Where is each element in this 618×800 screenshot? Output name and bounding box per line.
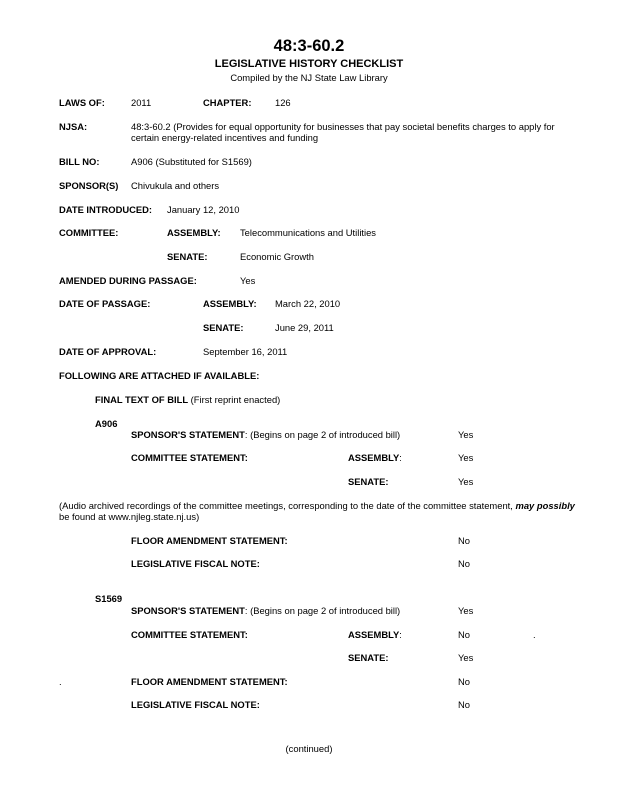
- s1569-fiscal-note-label: LEGISLATIVE FISCAL NOTE:: [131, 699, 260, 710]
- audio-note-emphasis: may possibly: [515, 500, 575, 511]
- s1569-fiscal-note-value: No: [458, 699, 470, 710]
- laws-of-year: 2011: [131, 97, 152, 108]
- a906-committee-assembly-colon: :: [399, 452, 402, 463]
- passage-senate-label: SENATE:: [203, 322, 244, 333]
- checklist-title: LEGISLATIVE HISTORY CHECKLIST: [214, 58, 404, 70]
- s1569-committee-assembly-label: ASSEMBLY: [348, 629, 400, 640]
- a906-sponsor-statement-label: SPONSOR'S STATEMENT: [131, 429, 245, 440]
- bill-no-label: BILL NO:: [59, 156, 100, 167]
- njsa-line-1: 48:3-60.2 (Provides for equal opportunity for businesses that pay societal benefits charges to apply for: [131, 121, 555, 132]
- a906-sponsor-statement-value: Yes: [458, 429, 474, 440]
- a906-committee-assembly-value: Yes: [458, 452, 474, 463]
- sponsor-value: Chivukula and others: [131, 180, 220, 191]
- passage-senate-value: June 29, 2011: [275, 322, 334, 333]
- s1569-sponsor-statement-value: Yes: [458, 605, 474, 616]
- s1569-committee-statement-label: COMMITTEE STATEMENT:: [131, 629, 248, 640]
- a906-sponsor-statement: [131, 429, 400, 440]
- a906-floor-amendment-value: No: [458, 535, 470, 546]
- committee-assembly-value: Telecommunications and Utilities: [240, 227, 376, 238]
- amended-value: Yes: [240, 275, 256, 286]
- approval-value: September 16, 2011: [203, 346, 288, 357]
- date-introduced-label: DATE INTRODUCED:: [59, 204, 153, 215]
- compiler-line: Compiled by the NJ State Law Library: [230, 72, 388, 83]
- audio-note-line-1: [59, 500, 575, 511]
- a906-committee-statement-label: COMMITTEE STATEMENT:: [131, 452, 248, 463]
- a906-committee-assembly: [348, 452, 402, 463]
- chapter-value: 126: [275, 97, 291, 108]
- s1569-committee-senate-label: SENATE:: [348, 652, 389, 663]
- amended-label: AMENDED DURING PASSAGE:: [59, 275, 197, 286]
- passage-label: DATE OF PASSAGE:: [59, 298, 151, 309]
- a906-fiscal-note-value: No: [458, 558, 470, 569]
- a906-fiscal-note-label: LEGISLATIVE FISCAL NOTE:: [131, 558, 260, 569]
- s1569-floor-dot: .: [59, 676, 62, 687]
- a906-sponsor-statement-note: : (Begins on page 2 of introduced bill): [244, 429, 401, 440]
- s1569-sponsor-statement-label: SPONSOR'S STATEMENT: [131, 605, 245, 616]
- s1569-sponsor-statement-note: : (Begins on page 2 of introduced bill): [244, 605, 401, 616]
- date-introduced-value: January 12, 2010: [167, 204, 240, 215]
- a906-committee-senate-value: Yes: [458, 476, 474, 487]
- s1569-bill-label: S1569: [95, 593, 123, 604]
- s1569-committee-senate-value: Yes: [458, 652, 474, 663]
- s1569-floor-amendment-value: No: [458, 676, 470, 687]
- continued-note: (continued): [285, 743, 333, 754]
- a906-committee-assembly-label: ASSEMBLY: [348, 452, 400, 463]
- final-text-note: (First reprint enacted): [188, 394, 281, 405]
- bill-no-value: A906 (Substituted for S1569): [131, 156, 252, 167]
- njsa-label: NJSA:: [59, 121, 88, 132]
- njsa-line-2: certain energy-related incentives and funding: [131, 132, 319, 143]
- final-text-line: [95, 394, 280, 405]
- passage-assembly-label: ASSEMBLY:: [203, 298, 257, 309]
- attached-heading: FOLLOWING ARE ATTACHED IF AVAILABLE:: [59, 370, 260, 381]
- s1569-committee-assembly: [348, 629, 402, 640]
- committee-senate-value: Economic Growth: [240, 251, 314, 262]
- approval-label: DATE OF APPROVAL:: [59, 346, 157, 357]
- sponsor-label: SPONSOR(S): [59, 180, 119, 191]
- committee-assembly-label: ASSEMBLY:: [167, 227, 221, 238]
- laws-of-label: LAWS OF:: [59, 97, 105, 108]
- a906-committee-senate-label: SENATE:: [348, 476, 389, 487]
- final-text-label: FINAL TEXT OF BILL: [95, 394, 189, 405]
- passage-assembly-value: March 22, 2010: [275, 298, 341, 309]
- committee-senate-label: SENATE:: [167, 251, 208, 262]
- audio-note-line-2: be found at www.njleg.state.nj.us): [59, 511, 200, 522]
- a906-bill-label: A906: [95, 418, 118, 429]
- s1569-committee-assembly-colon: :: [399, 629, 402, 640]
- s1569-sponsor-statement: [131, 605, 400, 616]
- chapter-label: CHAPTER:: [203, 97, 252, 108]
- s1569-floor-amendment-label: FLOOR AMENDMENT STATEMENT:: [131, 676, 288, 687]
- audio-note-text: (Audio archived recordings of the committee meetings, corresponding to the date of the committee statement,: [59, 500, 516, 511]
- s1569-stray-dot: .: [533, 629, 536, 640]
- s1569-committee-assembly-value: No: [458, 629, 470, 640]
- page-title: 48:3-60.2: [273, 37, 345, 55]
- a906-floor-amendment-label: FLOOR AMENDMENT STATEMENT:: [131, 535, 288, 546]
- committee-label: COMMITTEE:: [59, 227, 119, 238]
